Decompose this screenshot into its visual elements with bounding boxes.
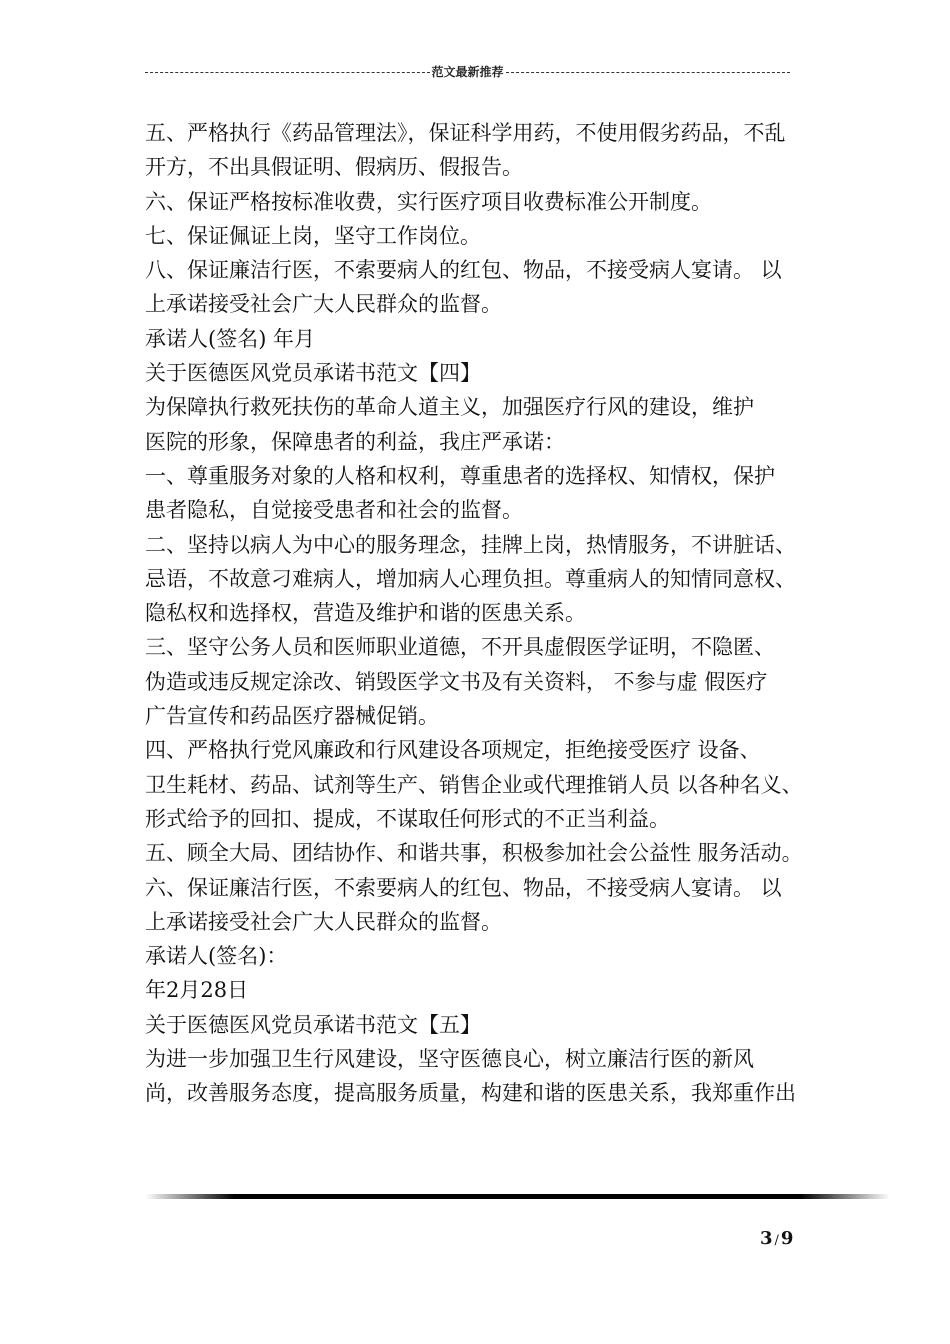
text-line: 医院的形象，保障患者的利益，我庄严承诺： [145,429,565,454]
text-line: 六、保证严格按标准收费，实行医疗项目收费标准公开制度。 [145,189,712,214]
text-line: 六、保证廉洁行医，不索要病人的红包、物品，不接受病人宴请。 以 [145,875,782,900]
page-separator: / [774,1233,779,1248]
header-dashes-right [506,72,790,73]
page-header [145,64,790,80]
signature-line: 承诺人(签名) 年月 [145,326,316,351]
text-line: 五、严格执行《药品管理法》，保证科学用药，不使用假劣药品，不乱 [145,121,786,145]
section-heading: 关于医德医风党员承诺书范文【五】 [145,1012,481,1037]
text-line: 尚，改善服务态度，提高服务质量，构建和谐的医患关系，我郑重作出 [145,1081,796,1106]
page-current: 3 [760,1228,773,1249]
text-line: 五、顾全大局、团结协作、和谐共事，积极参加社会公益性 服务活动。 [145,841,803,866]
page-number [760,1228,793,1249]
text-line: 八、保证廉洁行医，不索要病人的红包、物品，不接受病人宴请。 以 [145,258,782,283]
text-line: 形式给予的回扣、提成，不谋取任何形式的不正当利益。 [145,806,670,831]
text-line: 患者隐私，自觉接受患者和社会的监督。 [145,498,523,523]
text-line: 七、保证佩证上岗，坚守工作岗位。 [145,223,481,248]
text-line: 为保障执行救死扶伤的革命人道主义，加强医疗行风的建设，维护 [145,395,754,420]
text-line: 卫生耗材、药品、试剂等生产、销售企业或代理推销人员 以各种名义、 [145,772,803,797]
page-total: 9 [780,1228,794,1249]
header-dashes-left [145,72,430,73]
text-line: 广告宣传和药品医疗器械促销。 [145,704,439,729]
text-line: 为进一步加强卫生行风建设，坚守医德良心，树立廉洁行医的新风 [145,1047,754,1072]
text-line: 一、尊重服务对象的人格和权利，尊重患者的选择权、知情权，保护 [145,463,775,488]
text-line: 三、坚守公务人员和医师职业道德，不开具虚假医学证明，不隐匿、 [145,635,775,660]
section-heading: 关于医德医风党员承诺书范文【四】 [145,361,481,386]
text-line: 上承诺接受社会广大人民群众的监督。 [145,292,502,317]
header-title: 范文最新推荐 [431,65,504,79]
text-line: 四、严格执行党风廉政和行风建设各项规定，拒绝接受医疗 设备、 [145,738,761,763]
text-line: 上承诺接受社会广大人民群众的监督。 [145,909,502,934]
text-line: 忌语，不故意刁难病人，增加病人心理负担。尊重病人的知情同意权、 [145,566,796,591]
date-line: 年2月28日 [145,978,249,1003]
text-line: 伪造或违反规定涂改、销毁医学文书及有关资料， 不参与虚 假医疗 [145,669,768,694]
text-line: 隐私权和选择权，营造及维护和谐的医患关系。 [145,601,586,626]
signature-line: 承诺人(签名)： [145,944,288,969]
document-body [145,116,811,1111]
text-line: 二、坚持以病人为中心的服务理念，挂牌上岗，热情服务，不讲脏话、 [145,532,796,557]
footer-divider [145,1194,890,1199]
text-line: 开方，不出具假证明、假病历、假报告。 [145,155,523,180]
